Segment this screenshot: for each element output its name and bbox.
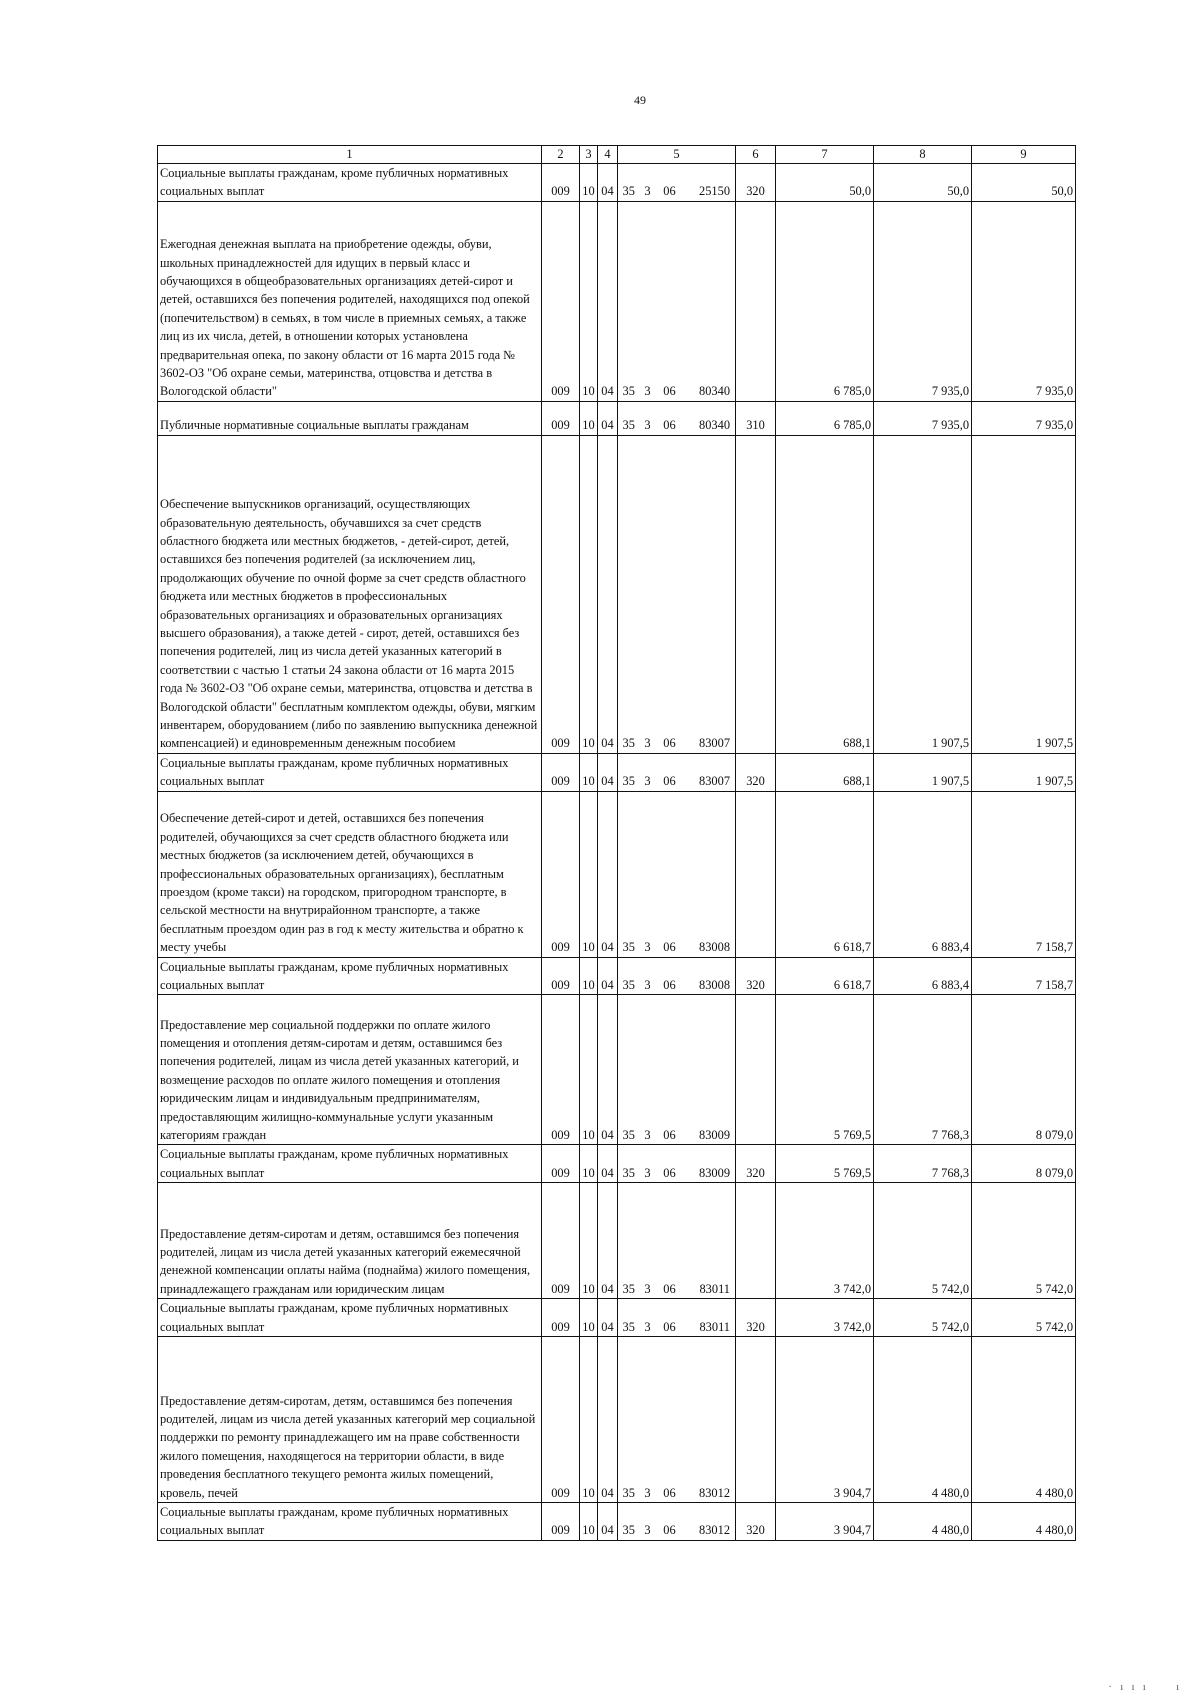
code-subprogram: 3 [640, 201, 656, 401]
amount-col9: 5 742,0 [972, 1183, 1076, 1299]
code-program: 35 [618, 1183, 640, 1299]
code-subprogram: 3 [640, 1183, 656, 1299]
code-program: 35 [618, 1503, 640, 1541]
code-expense-type: 320 [736, 164, 776, 202]
code-direction: 83009 [684, 995, 736, 1145]
code-direction: 83012 [684, 1503, 736, 1541]
code-direction: 83008 [684, 957, 736, 995]
header-cell-7: 7 [776, 146, 874, 164]
amount-col7: 3 742,0 [776, 1299, 874, 1337]
code-subprogram: 3 [640, 957, 656, 995]
amount-col7: 688,1 [776, 435, 874, 753]
amount-col9: 50,0 [972, 164, 1076, 202]
header-cell-9: 9 [972, 146, 1076, 164]
table-row [158, 435, 1076, 753]
code-admin: 009 [542, 995, 580, 1145]
row-name: Обеспечение выпускников организаций, осуществляющих образовательную деятельность, обучавшихся за счет средств областного бюджета или местных бюджетов, - детей-сирот, детей, оставшихся без попечения родителей (за исключением лиц, продолжающих обучение по очной форме за счет средств областного бюджета или местных бюджетов в профессиональных образовательных организациях и образовательных организациях высшего образования), а также детей - сирот, детей, оставшихся без попечения родителей, лиц из числа детей указанных категорий в соответствии с частью 1 статьи 24 закона области от 16 марта 2015 года № 3602-ОЗ "Об охране семьи, материнства, отцовства и детства в Вологодской области" бесплатным комплектом одежды, обуви, мягким инвентарем, оборудованием (либо по заявлению выпускника денежной компенсацией) и единовременным денежным пособием [158, 435, 542, 753]
amount-col8: 50,0 [874, 164, 972, 202]
code-main-event: 06 [656, 791, 684, 957]
code-program: 35 [618, 164, 640, 202]
code-section: 10 [580, 1183, 598, 1299]
code-subprogram: 3 [640, 164, 656, 202]
code-program: 35 [618, 753, 640, 791]
header-cell-8: 8 [874, 146, 972, 164]
row-name: Предоставление детям-сиротам и детям, оставшимся без попечения родителей, лицам из числа детей указанных категорий ежемесячной денежной компенсации оплаты найма (поднайма) жилого помещения, принадлежащего гражданам или юридическим лицам [158, 1183, 542, 1299]
code-subsection: 04 [598, 957, 618, 995]
amount-col8: 1 907,5 [874, 435, 972, 753]
table-row [158, 957, 1076, 995]
code-expense-type: 320 [736, 957, 776, 995]
code-expense-type [736, 995, 776, 1145]
code-subsection: 04 [598, 401, 618, 435]
amount-col8: 5 742,0 [874, 1183, 972, 1299]
row-name: Социальные выплаты гражданам, кроме публичных нормативных социальных выплат [158, 1145, 542, 1183]
code-program: 35 [618, 201, 640, 401]
amount-col7: 6 618,7 [776, 791, 874, 957]
code-expense-type: 320 [736, 753, 776, 791]
table-row [158, 1183, 1076, 1299]
code-subprogram: 3 [640, 753, 656, 791]
code-section: 10 [580, 1503, 598, 1541]
table-row [158, 1299, 1076, 1337]
code-main-event: 06 [656, 201, 684, 401]
header-cell-5: 5 [618, 146, 736, 164]
code-subsection: 04 [598, 1503, 618, 1541]
code-section: 10 [580, 164, 598, 202]
row-name: Социальные выплаты гражданам, кроме публичных нормативных социальных выплат [158, 957, 542, 995]
amount-col9: 8 079,0 [972, 1145, 1076, 1183]
code-main-event: 06 [656, 1183, 684, 1299]
code-subsection: 04 [598, 753, 618, 791]
code-direction: 83011 [684, 1183, 736, 1299]
code-section: 10 [580, 1337, 598, 1503]
table-header-row [158, 146, 1076, 164]
code-main-event: 06 [656, 401, 684, 435]
row-name: Публичные нормативные социальные выплаты гражданам [158, 401, 542, 435]
code-subsection: 04 [598, 201, 618, 401]
code-section: 10 [580, 957, 598, 995]
code-subprogram: 3 [640, 435, 656, 753]
code-direction: 83011 [684, 1299, 736, 1337]
code-direction: 25150 [684, 164, 736, 202]
row-name: Предоставление детям-сиротам, детям, оставшимся без попечения родителей, лицам из числа детей указанных категорий мер социальной поддержки по ремонту принадлежащего им на праве собственности жилого помещения, находящегося на территории области, в виде проведения бесплатного текущего ремонта жилых помещений, кровель, печей [158, 1337, 542, 1503]
code-admin: 009 [542, 1145, 580, 1183]
code-section: 10 [580, 791, 598, 957]
code-main-event: 06 [656, 1503, 684, 1541]
code-admin: 009 [542, 435, 580, 753]
amount-col7: 688,1 [776, 753, 874, 791]
code-admin: 009 [542, 1183, 580, 1299]
code-main-event: 06 [656, 435, 684, 753]
table-row [158, 164, 1076, 202]
code-main-event: 06 [656, 164, 684, 202]
code-section: 10 [580, 753, 598, 791]
amount-col8: 7 935,0 [874, 401, 972, 435]
amount-col8: 6 883,4 [874, 957, 972, 995]
code-main-event: 06 [656, 957, 684, 995]
row-name: Социальные выплаты гражданам, кроме публичных нормативных социальных выплат [158, 1299, 542, 1337]
code-section: 10 [580, 1299, 598, 1337]
amount-col9: 8 079,0 [972, 995, 1076, 1145]
code-expense-type: 310 [736, 401, 776, 435]
code-admin: 009 [542, 1337, 580, 1503]
code-expense-type: 320 [736, 1503, 776, 1541]
table-row [158, 995, 1076, 1145]
amount-col9: 5 742,0 [972, 1299, 1076, 1337]
code-main-event: 06 [656, 995, 684, 1145]
row-name: Социальные выплаты гражданам, кроме публичных нормативных социальных выплат [158, 164, 542, 202]
code-expense-type [736, 435, 776, 753]
code-section: 10 [580, 201, 598, 401]
amount-col7: 6 785,0 [776, 401, 874, 435]
amount-col8: 5 742,0 [874, 1299, 972, 1337]
code-subprogram: 3 [640, 995, 656, 1145]
code-expense-type: 320 [736, 1145, 776, 1183]
code-subprogram: 3 [640, 1145, 656, 1183]
code-expense-type [736, 201, 776, 401]
amount-col9: 4 480,0 [972, 1337, 1076, 1503]
code-admin: 009 [542, 164, 580, 202]
row-name: Социальные выплаты гражданам, кроме публичных нормативных социальных выплат [158, 1503, 542, 1541]
table-row [158, 1503, 1076, 1541]
code-main-event: 06 [656, 1337, 684, 1503]
code-program: 35 [618, 435, 640, 753]
header-cell-2: 2 [542, 146, 580, 164]
code-admin: 009 [542, 1503, 580, 1541]
row-name: Ежегодная денежная выплата на приобретение одежды, обуви, школьных принадлежностей для идущих в первый класс и обучающихся в общеобразовательных организациях детей-сирот и детей, оставшихся без попечения родителей, находящихся под опекой (попечительством) в семьях, в том числе в приемных семьях, а также лиц из их числа, детей, в отношении которых установлена предварительная опека, по закону области от 16 марта 2015 года № 3602-ОЗ "Об охране семьи, материнства, отцовства и детства в Вологодской области" [158, 201, 542, 401]
amount-col7: 3 904,7 [776, 1337, 874, 1503]
code-subsection: 04 [598, 1145, 618, 1183]
code-program: 35 [618, 995, 640, 1145]
amount-col8: 1 907,5 [874, 753, 972, 791]
table-row [158, 791, 1076, 957]
row-name: Обеспечение детей-сирот и детей, оставшихся без попечения родителей, обучающихся за счет средств областного бюджета или местных бюджетов (за исключением детей, обучающихся в профессиональных образовательных организациях), бесплатным проездом (кроме такси) на городском, пригородном транспорте, в сельской местности на внутрирайонном транспорте, а также бесплатным проездом один раз в год к месту жительства и обратно к месту учебы [158, 791, 542, 957]
code-expense-type: 320 [736, 1299, 776, 1337]
code-subprogram: 3 [640, 1503, 656, 1541]
code-direction: 83007 [684, 435, 736, 753]
code-admin: 009 [542, 791, 580, 957]
amount-col8: 7 768,3 [874, 1145, 972, 1183]
code-subprogram: 3 [640, 1337, 656, 1503]
code-main-event: 06 [656, 753, 684, 791]
amount-col9: 7 158,7 [972, 957, 1076, 995]
code-subsection: 04 [598, 791, 618, 957]
code-admin: 009 [542, 753, 580, 791]
amount-col7: 5 769,5 [776, 995, 874, 1145]
code-subprogram: 3 [640, 1299, 656, 1337]
amount-col9: 4 480,0 [972, 1503, 1076, 1541]
code-section: 10 [580, 401, 598, 435]
code-direction: 83008 [684, 791, 736, 957]
code-subsection: 04 [598, 1183, 618, 1299]
table-row [158, 1337, 1076, 1503]
amount-col9: 7 158,7 [972, 791, 1076, 957]
amount-col7: 5 769,5 [776, 1145, 874, 1183]
amount-col7: 6 618,7 [776, 957, 874, 995]
table-row [158, 1145, 1076, 1183]
code-subsection: 04 [598, 1299, 618, 1337]
amount-col7: 3 904,7 [776, 1503, 874, 1541]
row-name: Предоставление мер социальной поддержки по оплате жилого помещения и отопления детям-сиротам и детям, оставшимся без попечения родителей, лицам из числа детей указанных категорий, и возмещение расходов по оплате жилого помещения и отопления юридическим лицам и индивидуальным предпринимателям, предоставляющим жилищно-коммунальные услуги указанным категориям граждан [158, 995, 542, 1145]
code-main-event: 06 [656, 1299, 684, 1337]
amount-col9: 7 935,0 [972, 401, 1076, 435]
code-direction: 83007 [684, 753, 736, 791]
code-admin: 009 [542, 1299, 580, 1337]
code-section: 10 [580, 435, 598, 753]
code-admin: 009 [542, 957, 580, 995]
table-row [158, 401, 1076, 435]
code-admin: 009 [542, 201, 580, 401]
amount-col7: 3 742,0 [776, 1183, 874, 1299]
code-program: 35 [618, 1299, 640, 1337]
code-subsection: 04 [598, 435, 618, 753]
code-direction: 80340 [684, 401, 736, 435]
amount-col7: 50,0 [776, 164, 874, 202]
amount-col8: 7 768,3 [874, 995, 972, 1145]
code-direction: 83012 [684, 1337, 736, 1503]
amount-col8: 4 480,0 [874, 1503, 972, 1541]
header-cell-6: 6 [736, 146, 776, 164]
code-program: 35 [618, 791, 640, 957]
amount-col8: 6 883,4 [874, 791, 972, 957]
code-program: 35 [618, 957, 640, 995]
amount-col9: 1 907,5 [972, 753, 1076, 791]
amount-col7: 6 785,0 [776, 201, 874, 401]
code-expense-type [736, 791, 776, 957]
budget-table [157, 145, 1076, 1541]
code-subsection: 04 [598, 1337, 618, 1503]
code-section: 10 [580, 1145, 598, 1183]
code-expense-type [736, 1337, 776, 1503]
amount-col9: 1 907,5 [972, 435, 1076, 753]
row-name: Социальные выплаты гражданам, кроме публичных нормативных социальных выплат [158, 753, 542, 791]
code-expense-type [736, 1183, 776, 1299]
header-cell-1: 1 [158, 146, 542, 164]
amount-col8: 4 480,0 [874, 1337, 972, 1503]
code-subsection: 04 [598, 995, 618, 1145]
code-program: 35 [618, 401, 640, 435]
header-cell-4: 4 [598, 146, 618, 164]
table-row [158, 201, 1076, 401]
code-direction: 80340 [684, 201, 736, 401]
page-number: 49 [634, 93, 646, 107]
code-admin: 009 [542, 401, 580, 435]
scan-marks: · ı ı ı ı [1108, 1682, 1182, 1693]
code-program: 35 [618, 1145, 640, 1183]
amount-col8: 7 935,0 [874, 201, 972, 401]
code-subprogram: 3 [640, 791, 656, 957]
code-subsection: 04 [598, 164, 618, 202]
code-subprogram: 3 [640, 401, 656, 435]
code-section: 10 [580, 995, 598, 1145]
code-main-event: 06 [656, 1145, 684, 1183]
amount-col9: 7 935,0 [972, 201, 1076, 401]
code-direction: 83009 [684, 1145, 736, 1183]
table-row [158, 753, 1076, 791]
header-cell-3: 3 [580, 146, 598, 164]
code-program: 35 [618, 1337, 640, 1503]
